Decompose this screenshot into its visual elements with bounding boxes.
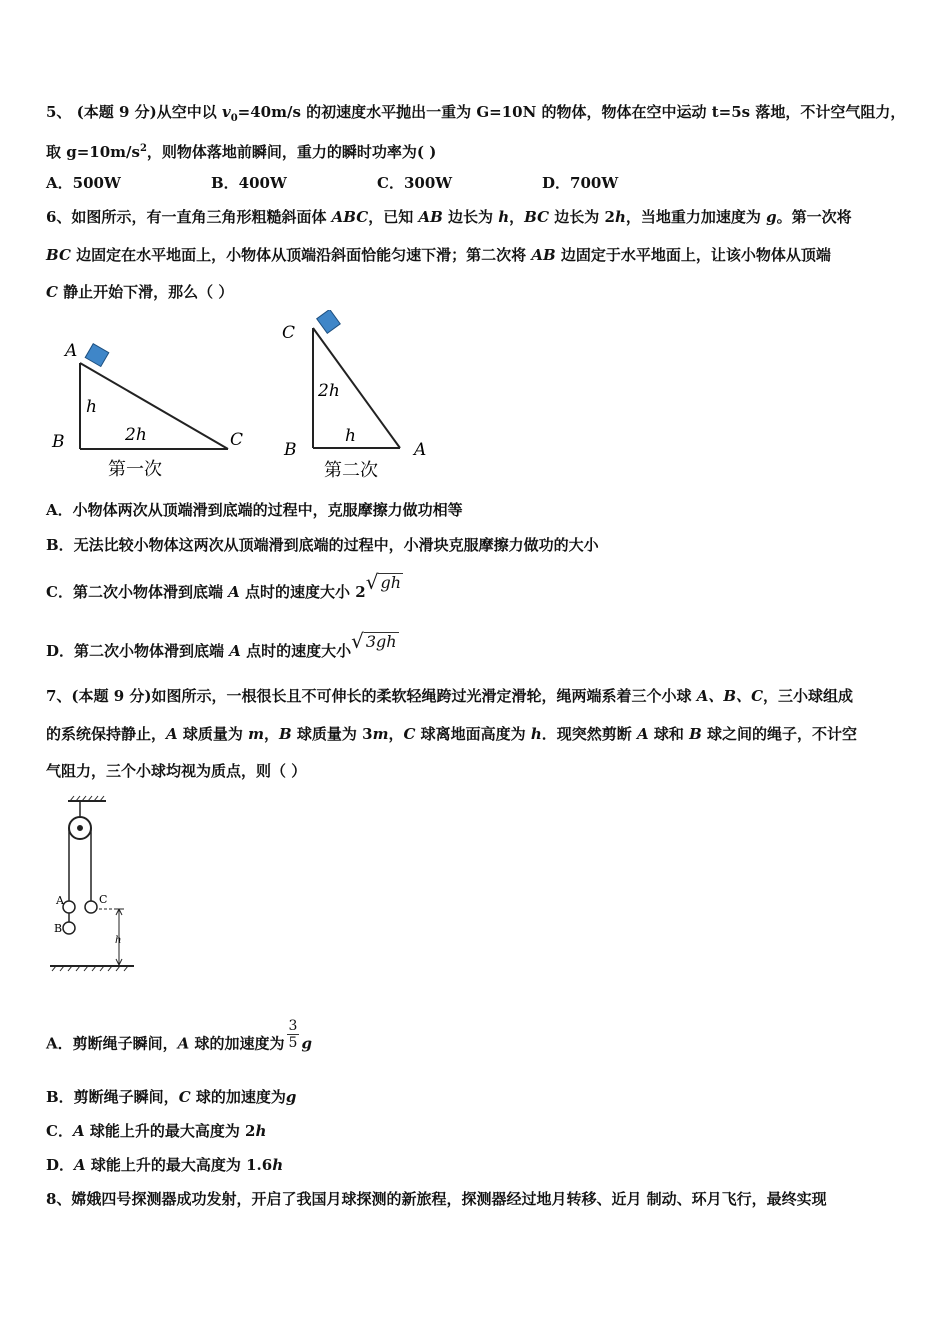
fig1-label-c: C bbox=[230, 430, 244, 450]
q8-line-1: 8、嫦娥四号探测器成功发射，开启了我国月球探测的新旅程，探测器经过地月转移、近月 制动、环月飞行，最终实现 bbox=[46, 1190, 827, 1208]
fig2-block bbox=[317, 310, 341, 333]
fig1-caption: 第一次 bbox=[108, 459, 162, 480]
q5-line-1: 5、 (本题 9 分)从空中以 $v_0=40m/s$ 的初速度水平抛出一重为 G=10N 的物体，物体在空中运动 t=5s 落地，不计空气阻力， bbox=[46, 103, 906, 124]
q5-option-b: B．400W bbox=[211, 174, 287, 192]
ball-a bbox=[63, 901, 75, 913]
q7-option-b: B．剪断绳子瞬间，C 球的加速度为g bbox=[46, 1088, 297, 1106]
q7-option-a: A．剪断绳子瞬间，A 球的加速度为 $\frac{3}{5}$ g bbox=[46, 1018, 312, 1053]
fig1-label-a: A bbox=[65, 341, 78, 361]
q7-option-c: C．A 球能上升的最大高度为 2h bbox=[46, 1122, 267, 1140]
q6-option-b: B．无法比较小物体这两次从顶端滑到底端的过程中，小滑块克服摩擦力做功的大小 bbox=[46, 536, 599, 554]
q6-option-a: A．小物体两次从顶端滑到底端的过程中，克服摩擦力做功相等 bbox=[46, 501, 463, 519]
fig2-caption: 第二次 bbox=[324, 460, 378, 481]
q5-option-d: D．700W bbox=[542, 174, 619, 192]
pulley-axle bbox=[78, 826, 83, 831]
q7-pulley-figure bbox=[44, 795, 144, 975]
fig1-label-h: h bbox=[86, 397, 97, 417]
fig2-label-h: h bbox=[345, 426, 356, 446]
fig2-label-a: A bbox=[414, 440, 427, 460]
q6-option-c-sqrt: √ gh bbox=[365, 570, 401, 594]
q6-line-2: BC 边固定在水平地面上，小物体从顶端沿斜面恰能匀速下滑；第二次将 AB 边固定于水平地面上，让该小物体从顶端 bbox=[46, 246, 831, 264]
q5-option-a: A．500W bbox=[46, 174, 121, 192]
q6-option-d: D．第二次小物体滑到底端 A 点时的速度大小 √ 3gh bbox=[46, 629, 397, 660]
q6-figure-first bbox=[40, 335, 260, 485]
label-a: A bbox=[56, 894, 64, 907]
fig1-label-b: B bbox=[52, 432, 65, 452]
q5-option-c: C．300W bbox=[377, 174, 453, 192]
q7-line-2: 的系统保持静止，A 球质量为 m，B 球质量为 3m，C 球离地面高度为 h．现突然剪断 A 球和 B 球之间的绳子，不计空 bbox=[46, 725, 858, 743]
label-b: B bbox=[54, 922, 63, 935]
fig1-label-2h: 2h bbox=[125, 425, 147, 445]
q6-line-3: C 静止开始下滑，那么（ ） bbox=[46, 283, 234, 301]
q6-option-d-sqrt: √ 3gh bbox=[351, 629, 397, 653]
ball-b bbox=[63, 922, 75, 934]
fig2-label-c: C bbox=[282, 323, 296, 343]
q7-line-1: 7、(本题 9 分)如图所示，一根很长且不可伸长的柔软轻绳跨过光滑定滑轮，绳两端系着三个小球 A、B、C，三小球组成 bbox=[46, 687, 854, 705]
q6-figure-second bbox=[278, 310, 438, 490]
q7-option-d: D．A 球能上升的最大高度为 1.6h bbox=[46, 1156, 284, 1174]
q7-option-a-fraction: $\frac{3}{5}$ bbox=[288, 1018, 298, 1051]
q5-line-2: 取 $g=10m/s^2$，则物体落地前瞬间，重力的瞬时功率为( ) bbox=[46, 143, 437, 161]
q7-line-3: 气阻力，三个小球均视为质点，则（ ） bbox=[46, 762, 307, 780]
fig1-hypotenuse bbox=[80, 363, 228, 449]
fig2-label-b: B bbox=[284, 440, 297, 460]
fig2-label-2h: 2h bbox=[318, 381, 340, 401]
label-h: h bbox=[115, 935, 122, 946]
q6-option-c: C．第二次小物体滑到底端 A 点时的速度大小 2 √ gh bbox=[46, 570, 401, 601]
q6-line-1: 6、如图所示，有一直角三角形粗糙斜面体 ABC，已知 AB 边长为 h，BC 边长为 2h，当地重力加速度为 g。第一次将 bbox=[46, 208, 852, 226]
ball-c bbox=[85, 901, 97, 913]
label-c: C bbox=[99, 893, 108, 906]
fig1-block bbox=[85, 344, 109, 367]
